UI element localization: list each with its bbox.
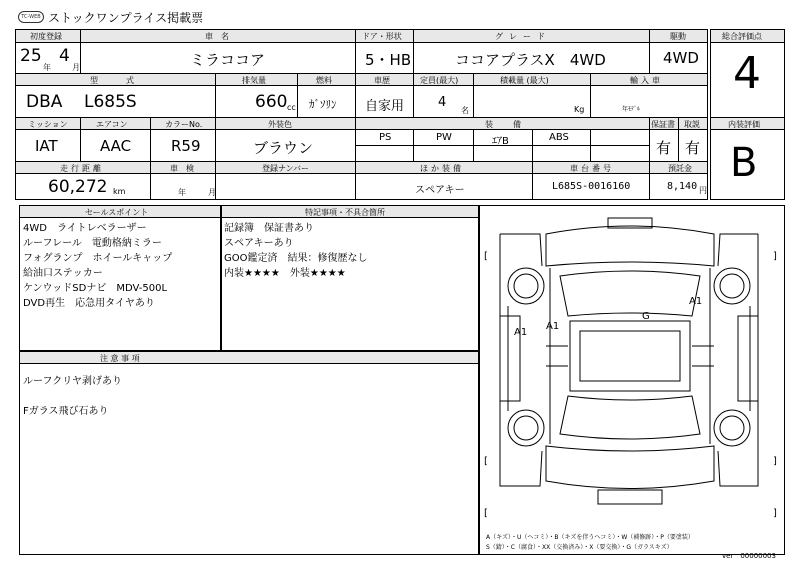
list-item: ケンウッドSDナビ MDV-500L	[23, 283, 168, 294]
list-item: 給油口ステッカー	[23, 268, 103, 279]
label-sales-point: セールスポイント	[85, 208, 149, 217]
unit-kg: Kg	[574, 105, 585, 114]
bracket: [	[484, 251, 488, 262]
wheel-rear-right	[714, 410, 750, 446]
list-item: スペアキーあり	[224, 238, 294, 249]
cautions-list	[23, 374, 122, 419]
equip-pw: PW	[436, 132, 452, 143]
list-item: DVD再生 応急用タイヤあり	[23, 298, 155, 309]
damage-mark: A1	[514, 327, 528, 338]
mileage: 60,272	[48, 177, 108, 197]
warranty: 有	[656, 139, 672, 157]
grade: ココアプラスX 4WD	[455, 51, 606, 69]
label-capacity: 定員(最大)	[420, 76, 459, 85]
label-inspection: 車 検	[170, 164, 194, 173]
label-warranty: 保証書	[651, 120, 675, 129]
label-notes: 注 意 事 項	[100, 354, 140, 363]
car-damage-diagram	[480, 206, 784, 554]
label-import: 輸入車	[630, 76, 663, 85]
list-item: フォグランプ ホイールキャップ	[23, 253, 173, 264]
label-car-name: 車 名	[205, 32, 229, 41]
wheel-front-left	[508, 268, 544, 304]
label-special: 特記事項・不具合箇所	[305, 208, 385, 217]
car-history: 自家用	[365, 99, 405, 114]
aircon: AAC	[100, 137, 132, 155]
exterior-color: ブラウン	[253, 139, 314, 157]
unit-persons: 名	[461, 106, 469, 115]
label-mileage: 走行距離	[60, 164, 104, 173]
list-item: 4WD ライトレベラーザー	[23, 223, 147, 234]
label-color-no: カラーNo.	[165, 120, 203, 129]
bracket: ]	[773, 508, 777, 519]
bracket: ]	[773, 456, 777, 467]
label-first-reg: 初度登録	[30, 32, 62, 41]
damage-mark: G	[642, 311, 650, 322]
damage-mark: A1	[546, 321, 560, 332]
label-fuel: 燃料	[316, 76, 332, 85]
logo: TC-WEB	[18, 11, 44, 23]
label-car-history: 車歴	[374, 76, 390, 85]
wheel-front-right	[714, 268, 750, 304]
equip-airbag: ｴｱB	[492, 136, 509, 147]
equip-abs: ABS	[549, 132, 569, 143]
bracket: [	[484, 456, 488, 467]
label-door-shape: ドア・形状	[362, 32, 402, 41]
label-exterior-color: 外装色	[268, 120, 292, 129]
first-reg-month: 4	[59, 46, 70, 66]
car-name: ミラココア	[190, 51, 266, 69]
label-aircon: エアコン	[96, 120, 128, 129]
interior-score: B	[730, 140, 758, 186]
version: ver 00000003	[722, 552, 776, 560]
label-equipment: 装 備	[485, 120, 527, 129]
list-item: Fガラス飛び石あり	[23, 406, 109, 417]
label-chassis: 車台番号	[570, 164, 614, 173]
page-title: ストックワンプライス掲載票	[48, 11, 204, 25]
price: 8,140	[667, 181, 698, 192]
damage-mark: A1	[689, 296, 703, 307]
list-item: ルーフクリヤ剥げあり	[23, 376, 122, 387]
sales-points-list	[23, 221, 172, 311]
bracket: [	[484, 508, 488, 519]
label-model: 型 式	[90, 76, 138, 85]
list-item: GOO鑑定済 結果：修復歴なし	[224, 253, 368, 264]
unit-km: km	[113, 187, 126, 196]
label-drive: 駆動	[670, 32, 686, 41]
unit-year-model: 年ﾓﾃﾞﾙ	[622, 106, 641, 113]
overall-score: 4	[733, 48, 761, 99]
unit-year: 年	[43, 63, 51, 72]
special-notes-list	[224, 221, 368, 281]
bracket: ]	[773, 251, 777, 262]
drive: 4WD	[663, 49, 699, 67]
wheel-rear-left	[508, 410, 544, 446]
manual: 有	[685, 139, 701, 157]
label-load: 積載量 (最大)	[500, 76, 549, 85]
inspection-month-unit: 月	[208, 188, 216, 197]
legend-line-1: A（キズ）・U（ヘコミ）・B（キズを伴うヘコミ）・W（補修跡）・P（要塗装）	[486, 534, 694, 541]
capacity: 4	[438, 95, 447, 110]
color-no: R59	[171, 137, 201, 155]
unit-cc: cc	[287, 103, 296, 112]
label-mission: ミッション	[28, 120, 68, 129]
label-price: 預託金	[668, 164, 692, 173]
fuel: ｶﾞｿﾘﾝ	[309, 98, 337, 111]
list-item: ルーフレール 電動格納ミラー	[23, 238, 162, 249]
model: L685S	[84, 92, 137, 112]
label-displacement: 排気量	[242, 76, 266, 85]
inspection-year-unit: 年	[178, 188, 186, 197]
list-item	[23, 389, 122, 404]
other-equip: スペアキー	[415, 185, 465, 196]
label-reg-number: 登録ナンバー	[262, 164, 310, 173]
label-overall: 総合評価点	[722, 32, 762, 41]
first-reg-year: 25	[20, 46, 42, 66]
unit-yen: 円	[699, 186, 707, 195]
equip-ps: PS	[379, 132, 392, 143]
legend-line-2: S（錆）・C（腐食）・XX（交換済み）・X（要交換）・G（ガラスキズ）	[486, 544, 673, 551]
unit-month: 月	[72, 63, 80, 72]
model-prefix: DBA	[26, 92, 63, 112]
door-shape: 5・HB	[365, 51, 412, 69]
label-manual: 取説	[684, 120, 700, 129]
label-grade: グレード	[495, 32, 551, 41]
chassis-number: L685S-0016160	[552, 181, 631, 192]
list-item: 記録簿 保証書あり	[224, 223, 314, 234]
label-interior: 内装評価	[728, 120, 760, 129]
displacement: 660	[255, 92, 288, 112]
mission: IAT	[35, 137, 58, 155]
list-item: 内装★★★★ 外装★★★★	[224, 268, 346, 279]
label-other-equip: ほか装備	[420, 164, 464, 173]
